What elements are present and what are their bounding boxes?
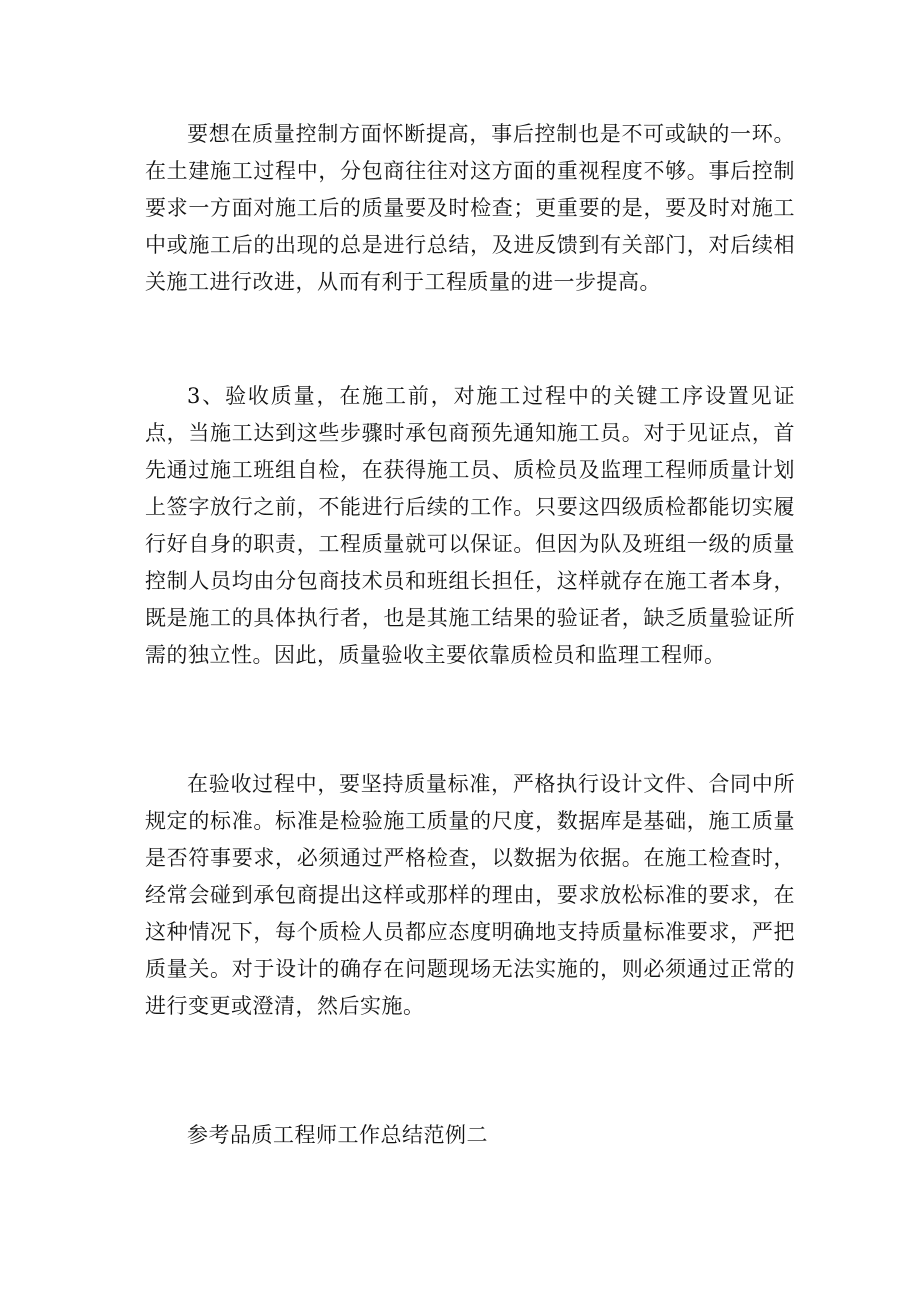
paragraph-acceptance-quality: 3、验收质量，在施工前，对施工过程中的关键工序设置见证点，当施工达到这些步骤时承包商预先通知施工员。对于见证点，首先通过施工班组自检，在获得施工员、质检员及监理工程师质量计划上签字放行之前，不能进行后续的工作。只要这四级质检都能切实履行好自身的职责，工程质量就可以保证。但因为队及班组一级的质量控制人员均由分包商技术员和班组长担任，这样就存在施工者本身，既是施工的具体执行者，也是其施工结果的验证者，缺乏质量验证所需的独立性。因此，质量验收主要依靠质检员和监理工程师。 — [145, 384, 795, 667]
paragraph-post-control: 要想在质量控制方面怀断提高，事后控制也是不可或缺的一环。在土建施工过程中，分包商往往对这方面的重视程度不够。事后控制要求一方面对施工后的质量要及时检查；更重要的是，要及时对施工中或施工后的出现的总是进行总结，及进反馈到有关部门，对后续相关施工进行改进，从而有利于工程质量的进一步提高。 — [145, 122, 795, 294]
paragraph-acceptance-process: 在验收过程中，要坚持质量标准，严格执行设计文件、合同中所规定的标准。标准是检验施工质量的尺度，数据库是基础，施工质量是否符事要求，必须通过严格检查，以数据为依据。在施工检查时，经常会碰到承包商提出这样或那样的理由，要求放松标准的要求，在这种情况下，每个质检人员都应态度明确地支持质量标准要求，严把质量关。对于设计的确存在问题现场无法实施的，则必须通过正常的进行变更或澄清，然后实施。 — [145, 772, 795, 1018]
section-heading-example-two: 参考品质工程师工作总结范例二 — [187, 1123, 488, 1147]
